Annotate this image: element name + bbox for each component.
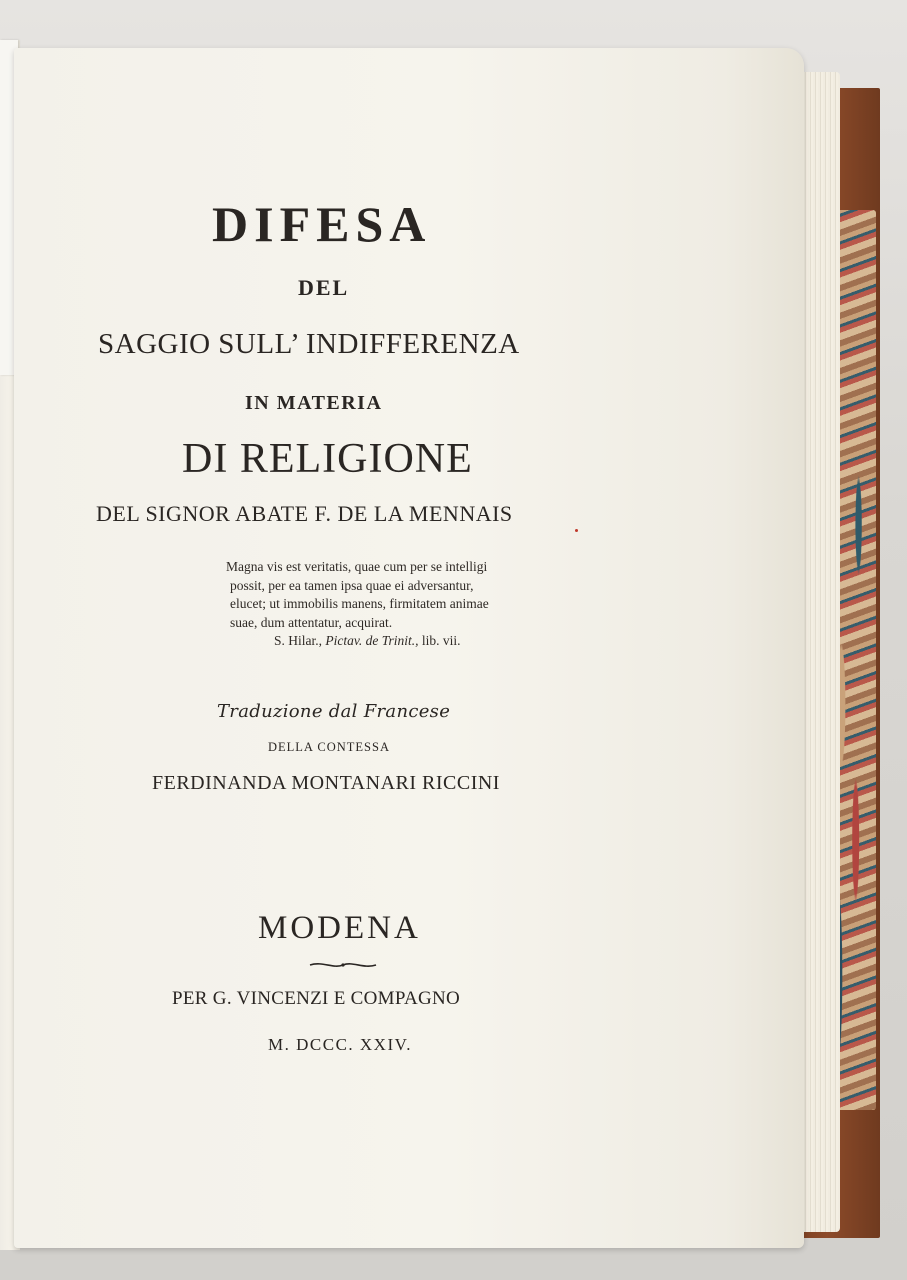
- epigraph-line: elucet; ut immobilis manens, firmitatem animae: [230, 596, 489, 611]
- ink-mark: [575, 529, 578, 532]
- epigraph-citation: [226, 632, 576, 651]
- epigraph: [226, 558, 576, 651]
- imprint-place: MODENA: [258, 910, 421, 946]
- citation-book: lib. vii.: [421, 633, 461, 648]
- imprint-year: M. DCCC. XXIV.: [268, 1035, 412, 1054]
- epigraph-line: possit, per ea tamen ipsa quae ei adversantur,: [230, 577, 474, 593]
- epigraph-line: Magna vis est veritatis, quae cum per se intelligi: [226, 559, 488, 574]
- subject-continued: IN MATERIA: [245, 392, 383, 414]
- translator-name: FERDINANDA MONTANARI RICCINI: [152, 772, 500, 794]
- citation-author: S. Hilar.,: [274, 633, 323, 648]
- connector-text: DEL: [298, 275, 350, 300]
- citation-work: Pictav. de Trinit.,: [325, 633, 419, 648]
- translator-title: DELLA CONTESSA: [268, 740, 390, 754]
- imprint-printer: PER G. VINCENZI E COMPAGNO: [172, 988, 461, 1009]
- topic-title: DI RELIGIONE: [182, 436, 473, 482]
- subject-title: SAGGIO SULL’ INDIFFERENZA: [98, 328, 520, 360]
- author-line: DEL SIGNOR ABATE F. DE LA MENNAIS: [96, 501, 513, 526]
- ornamental-rule: [308, 958, 378, 972]
- main-title: DIFESA: [212, 196, 432, 252]
- translation-note: Traduzione dal Francese: [217, 701, 451, 722]
- epigraph-line: suae, dum attentatur, acquirat.: [230, 614, 393, 630]
